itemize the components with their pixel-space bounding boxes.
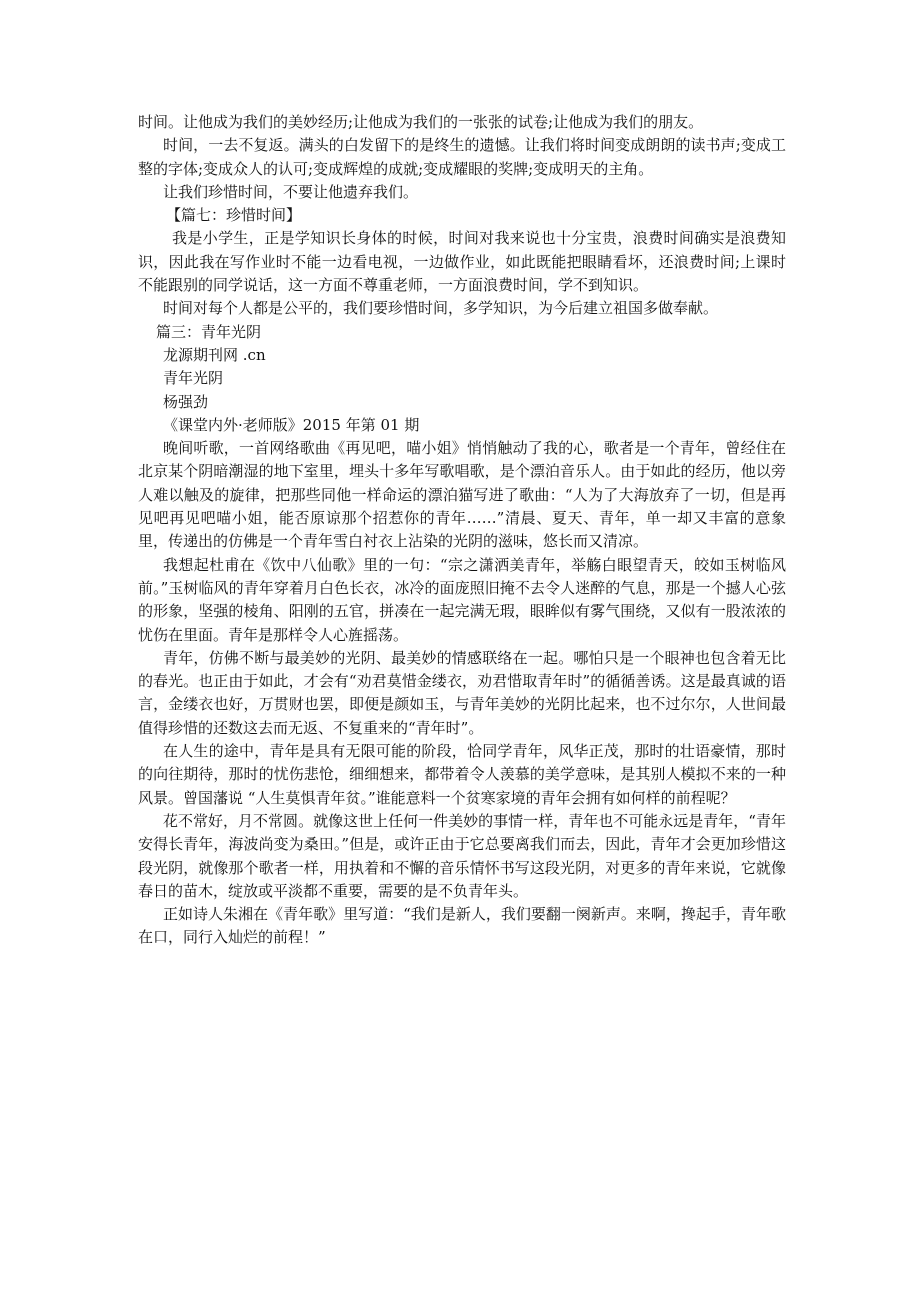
- paragraph-2: 时间，一去不复返。满头的白发留下的是终生的遗憾。让我们将时间变成朗朗的读书声;变成工整的字体;变成众人的认可;变成辉煌的成就;变成耀眼的奖牌;变成明天的主角。: [138, 136, 786, 178]
- paragraph-16: 花不常好，月不常圆。就像这世上任何一件美妙的事情一样，青年也不可能永远是青年，“青年安得长青年，海波尚变为桑田。”但是，或许正由于它总要离我们而去，因此，青年才会更加珍惜这段光阴，就像那个歌者一样，用执着和不懈的音乐情怀书写这段光阴，对更多的青年来说，它就像春日的苗木，绽放或平淡都不重要，需要的是不负青年头。: [138, 811, 786, 900]
- paragraph-1: 时间。让他成为我们的美妙经历;让他成为我们的一张张的试卷;让他成为我们的朋友。: [138, 113, 704, 131]
- article-title: 青年光阴: [163, 369, 224, 388]
- paragraph-14: 青年，仿佛不断与最美妙的光阴、最美妙的情感联络在一起。哪怕只是一个眼神也包含着无比的春光。也正由于如此，才会有“劝君莫惜金缕衣，劝君惜取青年时”的循循善诱。这是最真诚的语言，金缕衣也好，万贯财也罢，即便是颜如玉，与青年美妙的光阴比起来，也不过尔尔，人世间最值得珍惜的还数这去而无返、不复重来的“青年时”。: [138, 648, 786, 737]
- paragraph-17: 正如诗人朱湘在《青年歌》里写道：“我们是新人，我们要翻一阕新声。来啊，搀起手，青年歌在口，同行入灿烂的前程！”: [138, 905, 786, 947]
- paragraph-13: 我想起杜甫在《饮中八仙歌》里的一句：“宗之潇洒美青年，举觞白眼望青天，皎如玉树临风前。”玉树临风的青年穿着月白色长衣，冰冷的面庞照旧掩不去令人迷醉的气息，那是一个撼人心弦的形象，坚强的棱角、阳刚的五官，拼凑在一起完满无瑕，眼眸似有雾气围绕，又似有一股浓浓的忧伤在里面。青年是那样令人心旌摇荡。: [138, 555, 786, 644]
- document-page: [138, 111, 786, 950]
- paragraph-5: 我是小学生，正是学知识长身体的时候，时间对我来说也十分宝贵，浪费时间确实是浪费知识，因此我在写作业时不能一边看电视，一边做作业，如此既能把眼睛看坏，还浪费时间;上课时不能跟别的同学说话，这一方面不尊重老师，一方面浪费时间，学不到知识。: [138, 229, 786, 295]
- paragraph-6: 时间对每个人都是公平的，我们要珍惜时间，多学知识，为今后建立祖国多做奉献。: [163, 299, 719, 318]
- article-issue: 《课堂内外·老师版》2015 年第 01 期: [163, 415, 420, 434]
- paragraph-15: 在人生的途中，青年是具有无限可能的阶段，恰同学青年，风华正茂，那时的壮语豪情，那时的向往期待，那时的忧伤悲怆，细细想来，都带着令人羡慕的美学意味，是其别人模拟不来的一种风景。曾国藩说 “人生莫惧青年贫。”谁能意料一个贫寒家境的青年会拥有如何样的前程呢？: [138, 742, 786, 807]
- article-author: 杨强劲: [163, 392, 209, 411]
- source-line: 龙源期刊网 .cn: [163, 345, 266, 364]
- paragraph-12: 晚间听歌，一首网络歌曲《再见吧，喵小姐》悄悄触动了我的心，歌者是一个青年，曾经住在北京某个阴暗潮湿的地下室里，埋头十多年写歌唱歌，是个漂泊音乐人。由于如此的经历，他以旁人难以触及的旋律，把那些同他一样命运的漂泊猫写进了歌曲：“人为了大海放弃了一切，但是再见吧再见吧喵小姐，能否原谅那个招惹你的青年……”清晨、夏天、青年，单一却又丰富的意象里，传递出的仿佛是一个青年雪白衬衣上沾染的光阴的滋味，悠长而又清凉。: [138, 439, 786, 551]
- paragraph-3: 让我们珍惜时间，不要让他遗弃我们。: [163, 182, 419, 201]
- section-heading-3: 篇三：青年光阴: [156, 322, 262, 341]
- section-heading-7: 【篇七：珍惜时间】: [166, 206, 302, 225]
